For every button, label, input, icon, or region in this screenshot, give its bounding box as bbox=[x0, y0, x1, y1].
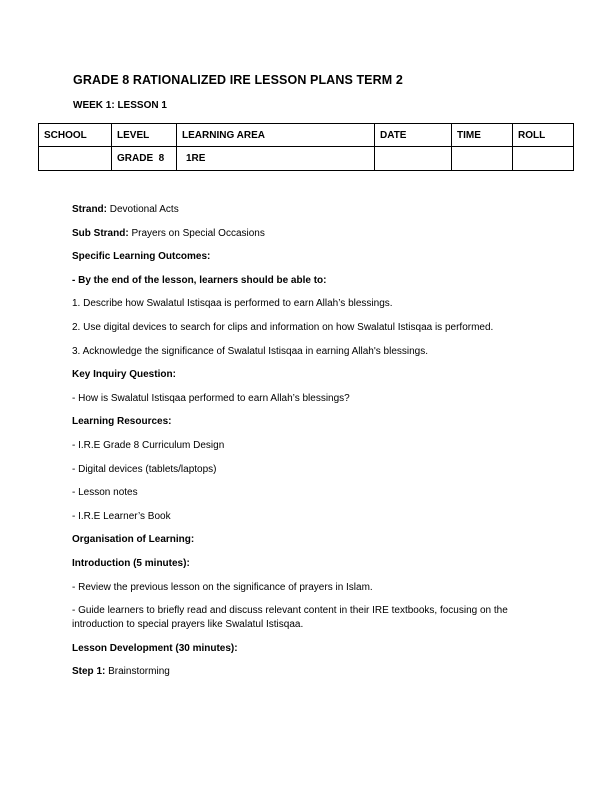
cell-date bbox=[375, 147, 452, 171]
outcome-item: 2. Use digital devices to search for clips and information on how Swalatul Istisqaa is performed. bbox=[72, 321, 494, 333]
document-title: GRADE 8 RATIONALIZED IRE LESSON PLANS TERM 2 bbox=[73, 73, 403, 87]
resource-item: - Digital devices (tablets/laptops) bbox=[72, 463, 217, 475]
header-level: LEVEL bbox=[112, 124, 177, 147]
resource-item: - I.R.E Grade 8 Curriculum Design bbox=[72, 439, 225, 451]
header-time: TIME bbox=[452, 124, 513, 147]
step1-line bbox=[72, 665, 552, 679]
substrand-value: Prayers on Special Occasions bbox=[128, 227, 265, 239]
table-header-row bbox=[39, 124, 574, 147]
header-learning-area: LEARNING AREA bbox=[177, 124, 375, 147]
header-date: DATE bbox=[375, 124, 452, 147]
cell-level: GRADE 8 bbox=[112, 147, 177, 171]
cell-school bbox=[39, 147, 112, 171]
cell-learning-area: 1RE bbox=[177, 147, 375, 171]
outcome-item: 3. Acknowledge the significance of Swalatul Istisqaa in earning Allah's blessings. bbox=[72, 345, 429, 357]
lesson-info-table bbox=[38, 123, 574, 171]
organisation-heading: Organisation of Learning: bbox=[72, 534, 195, 546]
slo-heading: Specific Learning Outcomes: bbox=[72, 251, 211, 263]
introduction-item: - Review the previous lesson on the significance of prayers in Islam. bbox=[72, 581, 373, 593]
resources-heading: Learning Resources: bbox=[72, 416, 172, 428]
cell-time bbox=[452, 147, 513, 171]
development-heading: Lesson Development (30 minutes): bbox=[72, 642, 238, 654]
kiq-text: - How is Swalatul Istisqaa performed to earn Allah’s blessings? bbox=[72, 392, 350, 404]
header-school: SCHOOL bbox=[39, 124, 112, 147]
lesson-body bbox=[72, 203, 552, 689]
header-roll: ROLL bbox=[513, 124, 574, 147]
cell-roll bbox=[513, 147, 574, 171]
strand-line bbox=[72, 203, 552, 217]
substrand-label: Sub Strand: bbox=[72, 227, 129, 239]
introduction-heading: Introduction (5 minutes): bbox=[72, 557, 190, 569]
introduction-item: - Guide learners to briefly read and discuss relevant content in their IRE textbooks, focusing on the introduction to special prayers like Swalatul Istisqaa. bbox=[72, 605, 508, 631]
step1-label: Step 1: bbox=[72, 666, 106, 678]
outcome-item: 1. Describe how Swalatul Istisqaa is performed to earn Allah’s blessings. bbox=[72, 298, 393, 310]
table-row bbox=[39, 147, 574, 171]
resource-item: - I.R.E Learner’s Book bbox=[72, 510, 171, 522]
kiq-heading: Key Inquiry Question: bbox=[72, 369, 176, 381]
resource-item: - Lesson notes bbox=[72, 487, 138, 499]
strand-label: Strand: bbox=[72, 204, 107, 215]
substrand-line bbox=[72, 227, 552, 241]
strand-value: Devotional Acts bbox=[107, 204, 179, 215]
slo-intro: - By the end of the lesson, learners should be able to: bbox=[72, 274, 327, 286]
week-lesson-label: WEEK 1: LESSON 1 bbox=[73, 100, 167, 111]
step1-value: Brainstorming bbox=[105, 666, 170, 678]
